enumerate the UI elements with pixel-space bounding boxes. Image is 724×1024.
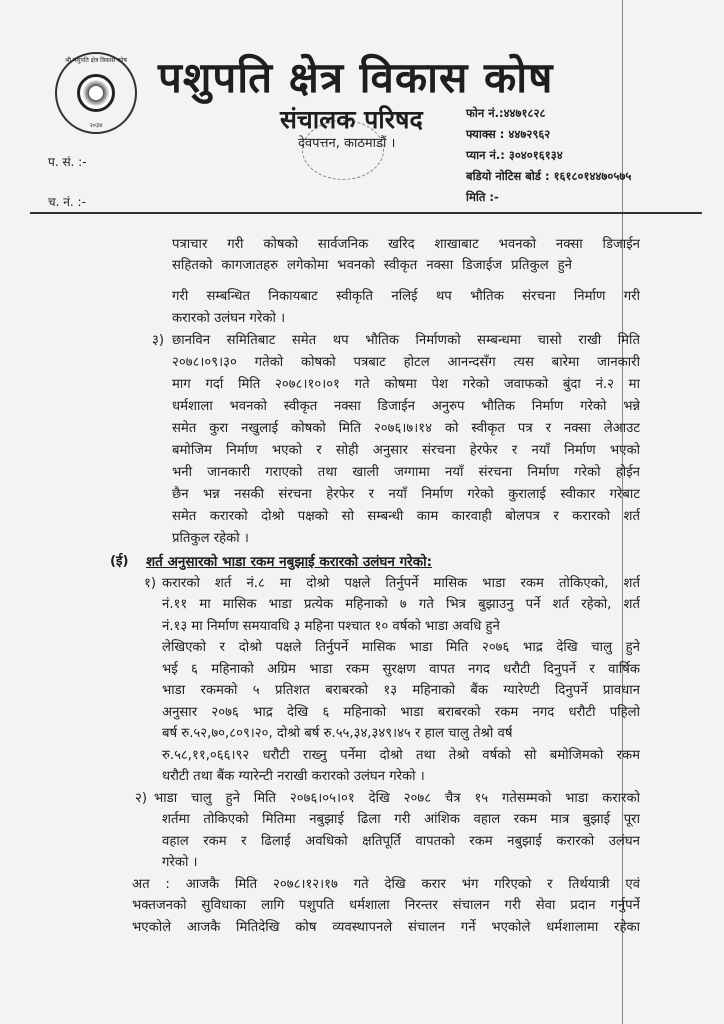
body-line: समेत करारको दोश्रो पक्षको सो सम्बन्धी काम कारवाही बोलपत्र र करारको शर्त <box>172 509 640 524</box>
body-line: छानविन समितिबाट समेत थप भौतिक निर्माणको सम्बन्धमा चासो राखी मिति <box>172 333 640 348</box>
phone-number: फोन नं.:४४७१८२८ <box>466 106 546 120</box>
body-line: गरी सम्बन्धित निकायबाट स्वीकृति नलिई थप भौतिक संरचना निर्माण गरी <box>172 289 640 304</box>
letterhead-address: देवपत्तन, काठमाडौं । <box>298 136 396 151</box>
body-line: भएकोले आजकै मितिदेखि कोष व्यवस्थापनले संचालन गर्ने भएकोले धर्मशालामा रहेका <box>132 920 640 935</box>
dispatch-number: च. नं. :- <box>48 195 86 209</box>
date-field: मिति :- <box>466 190 499 204</box>
body-line: बर्ष रु.५२,७०,८०९।२०, दोश्रो बर्ष रु.५५,३४,३४९।४५ र हाल चालु तेश्रो वर्ष <box>162 726 513 741</box>
item-marker-3: ३) <box>152 333 165 348</box>
logo-text: श्री पशुपति क्षेत्र विकास कोष <box>65 57 127 64</box>
header-divider <box>30 212 702 214</box>
body-line: रु.५८,११,०६६।९२ धरौटी राख्नु पर्नेमा दोश्रो तथा तेश्रो वर्षको सो बमोजिमको रकम <box>162 748 640 763</box>
organization-seal-logo <box>55 52 137 134</box>
item-marker-1: १) <box>144 576 157 591</box>
body-line: भाडा चालु हुने मिति २०७६।०५।०१ देखि २०७८ चैत्र १५ गतेसम्मको भाडा करारको <box>154 791 640 806</box>
body-line: करारको उलंघन गरेको । <box>172 311 286 326</box>
section-heading: शर्त अनुसारको भाडा रकम नबुझाई करारको उलंघन गरेको: <box>146 554 432 570</box>
body-line: लेखिएको र दोश्रो पक्षले तिर्नुपर्ने मासिक भाडा मिति २०७६ भाद्र देखि चालु हुने <box>162 640 640 655</box>
body-line: अनुसार २०७६ भाद्र देखि ६ महिनाको भाडा बराबरको रकम नगद धरौटी पहिलो <box>162 705 640 720</box>
body-line: बमोजिम निर्माण भएको र सोही अनुसार संरचना हेरफेर र नयाँ निर्माण भएको <box>172 443 640 458</box>
section-marker-e: (ई) <box>110 554 129 569</box>
body-line: भई ६ महिनाको अग्रिम भाडा रकम सुरक्षण वापत नगद धरौटी दिनुपर्ने र वार्षिक <box>162 662 640 677</box>
body-line: प्रतिकुल रहेको । <box>172 531 249 546</box>
body-line: सहितको कागजातहरु लगेकोमा भवनको स्वीकृत नक्सा डिजाईज प्रतिकुल हुने <box>172 258 572 273</box>
body-line: माग गर्दा मिति २०७८।१०।०१ गते कोषमा पेश गरेको जवाफको बुंदा नं.२ मा <box>172 377 640 392</box>
body-line: पत्राचार गरी कोषको सार्वजनिक खरिद शाखाबाट भवनको नक्सा डिजाईन <box>172 237 640 252</box>
body-line: नं.११ मा मासिक भाडा प्रत्येक महिनाको ७ गते भित्र बुझाउनु पर्ने शर्त रहेको, शर्त <box>162 597 640 612</box>
notice-board-number: बडियो नोटिस बोर्ड : १६१८०१४४७०५७५ <box>466 169 632 183</box>
body-line: भनी जानकारी गराएको तथा खाली जग्गामा नयाँ संरचना निर्माण गरेको होईन <box>172 465 640 480</box>
pan-number: प्यान नं.: ३०४०१६१३४ <box>466 148 563 162</box>
body-line: छैन भन्न नसकी संरचना हेरफेर र नयाँ निर्माण गरेको कुरालाई स्वीकार गरेबाट <box>172 487 640 502</box>
body-line: भक्तजनको सुविधाका लागि पशुपति धर्मशाला निरन्तर संचालन गरी सेवा प्रदान गर्नुपर्ने <box>132 898 640 913</box>
body-line: अत : आजकै मिति २०७८।१२।१७ गते देखि करार भंग गरिएको र तिर्थयात्री एवं <box>132 877 640 892</box>
body-line: समेत कुरा नखुलाई कोषको मिति २०७६।७।१४ को स्वीकृत पत्र र नक्सा लेआउट <box>172 421 640 436</box>
body-line: नं.१३ मा निर्माण समयावधि ३ महिना पश्चात १० वर्षको भाडा अवधि हुने <box>162 619 500 634</box>
body-line: गरेको । <box>162 855 198 870</box>
reference-number: प. सं. :- <box>48 155 87 169</box>
body-line: भाडा रकमको ५ प्रतिशत बराबरको १३ महिनाको बैंक ग्यारेण्टी दिनुपर्ने प्रावधान <box>162 683 640 698</box>
letterhead-subtitle: संचालक परिषद <box>280 105 423 134</box>
letterhead-title: पशुपति क्षेत्र विकास कोष <box>158 53 554 102</box>
body-line: २०७८।०९।३० गतेको कोषको पत्रबाट होटल आनन्दसँग त्यस बारेमा जानकारी <box>172 355 640 370</box>
logo-year: २०३४ <box>89 122 103 129</box>
body-line: वहाल रकम र ढिलाई अवधिको क्षतिपूर्ति वापतको रकम नबुझाई करारको उलंघन <box>162 834 640 849</box>
body-line: धरौटी तथा बैंक ग्यारेन्टी नराखी करारको उलंघन गरेको । <box>162 769 425 784</box>
body-line: करारको शर्त नं.८ मा दोश्रो पक्षले तिर्नुपर्ने मासिक भाडा रकम तोकिएको, शर्त <box>162 576 640 591</box>
body-line: धर्मशाला भवनको स्वीकृत नक्सा डिजाईन अनुरुप भौतिक निर्माण गरेको भन्ने <box>172 399 640 414</box>
body-line: शर्तमा तोकिएको मितिमा नबुझाई ढिला गरी आंशिक वहाल रकम मात्र बुझाई पूरा <box>162 812 640 827</box>
fax-number: फ्याक्स : ४४७२९६२ <box>466 127 551 141</box>
item-marker-2: २) <box>135 791 148 806</box>
logo-emblem-icon <box>77 74 115 112</box>
